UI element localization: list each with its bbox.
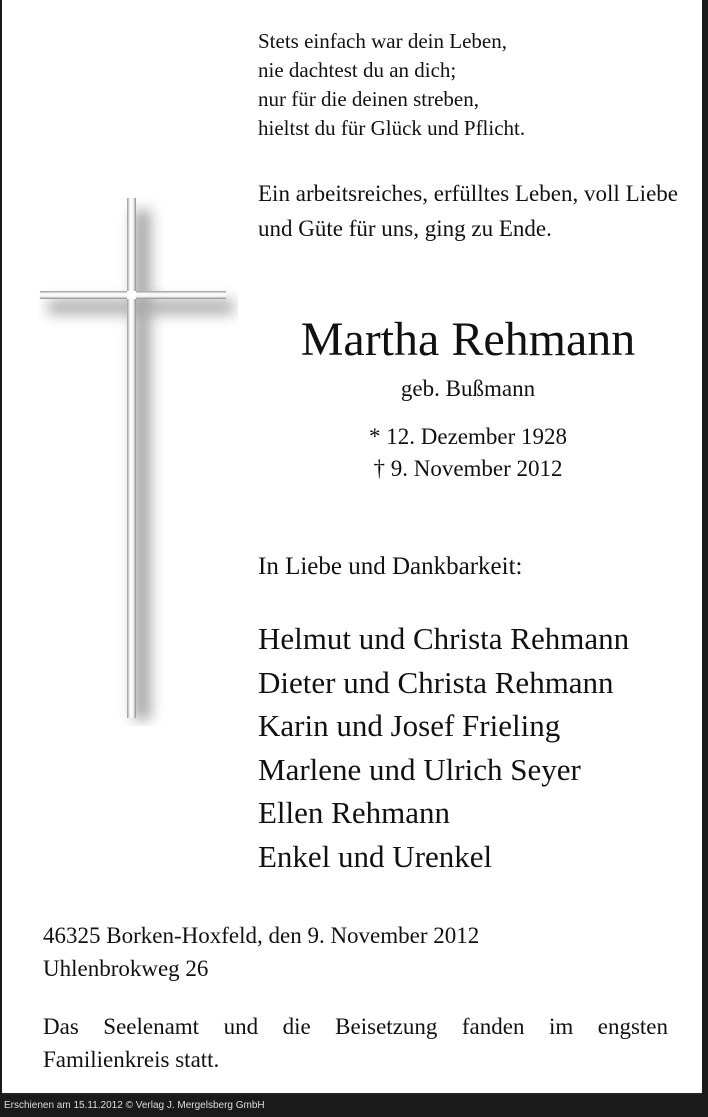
poem (258, 27, 525, 143)
poem-line: hieltst du für Glück und Pflicht. (258, 116, 526, 140)
cross-icon (38, 196, 238, 726)
mourner-name: Helmut und Christa Rehmann (258, 621, 630, 656)
poem-line: nie dachtest du an dich; (258, 58, 457, 82)
mourner-name: Dieter und Christa Rehmann (258, 664, 614, 700)
street-address: Uhlenbrokweg 26 (43, 956, 209, 981)
life-dates (258, 421, 678, 485)
place-date: 46325 Borken-Hoxfeld, den 9. November 2012 (43, 923, 480, 948)
mourner-name: Enkel und Urenkel (258, 838, 493, 874)
death-date: † 9. November 2012 (373, 456, 563, 481)
obituary-card (2, 0, 702, 1095)
mourner-name: Karin und Josef Frieling (258, 708, 561, 744)
mourners-list (258, 617, 629, 879)
poem-line: Stets einfach war dein Leben, (258, 29, 507, 53)
tribute-text: Ein arbeitsreiches, erfülltes Leben, voll Liebe und Güte für uns, ging zu Ende. (258, 181, 678, 241)
birth-date: * 12. Dezember 1928 (369, 424, 567, 449)
birth-name: geb. Bußmann (400, 376, 536, 401)
poem-line: nur für die deinen streben, (258, 87, 480, 111)
deceased-name: Martha Rehmann (300, 313, 636, 366)
mourners-intro: In Liebe und Dankbarkeit: (258, 553, 523, 580)
publication-footer: Erschienen am 15.11.2012 © Verlag J. Mergelsberg GmbH (4, 1100, 265, 1111)
mourner-name: Marlene und Ulrich Seyer (258, 751, 581, 787)
funeral-note: Das Seelenamt und die Beisetzung fanden im engsten Familienkreis statt. (43, 1014, 668, 1072)
address-block (43, 919, 479, 985)
mourner-name: Ellen Rehmann (258, 795, 450, 831)
